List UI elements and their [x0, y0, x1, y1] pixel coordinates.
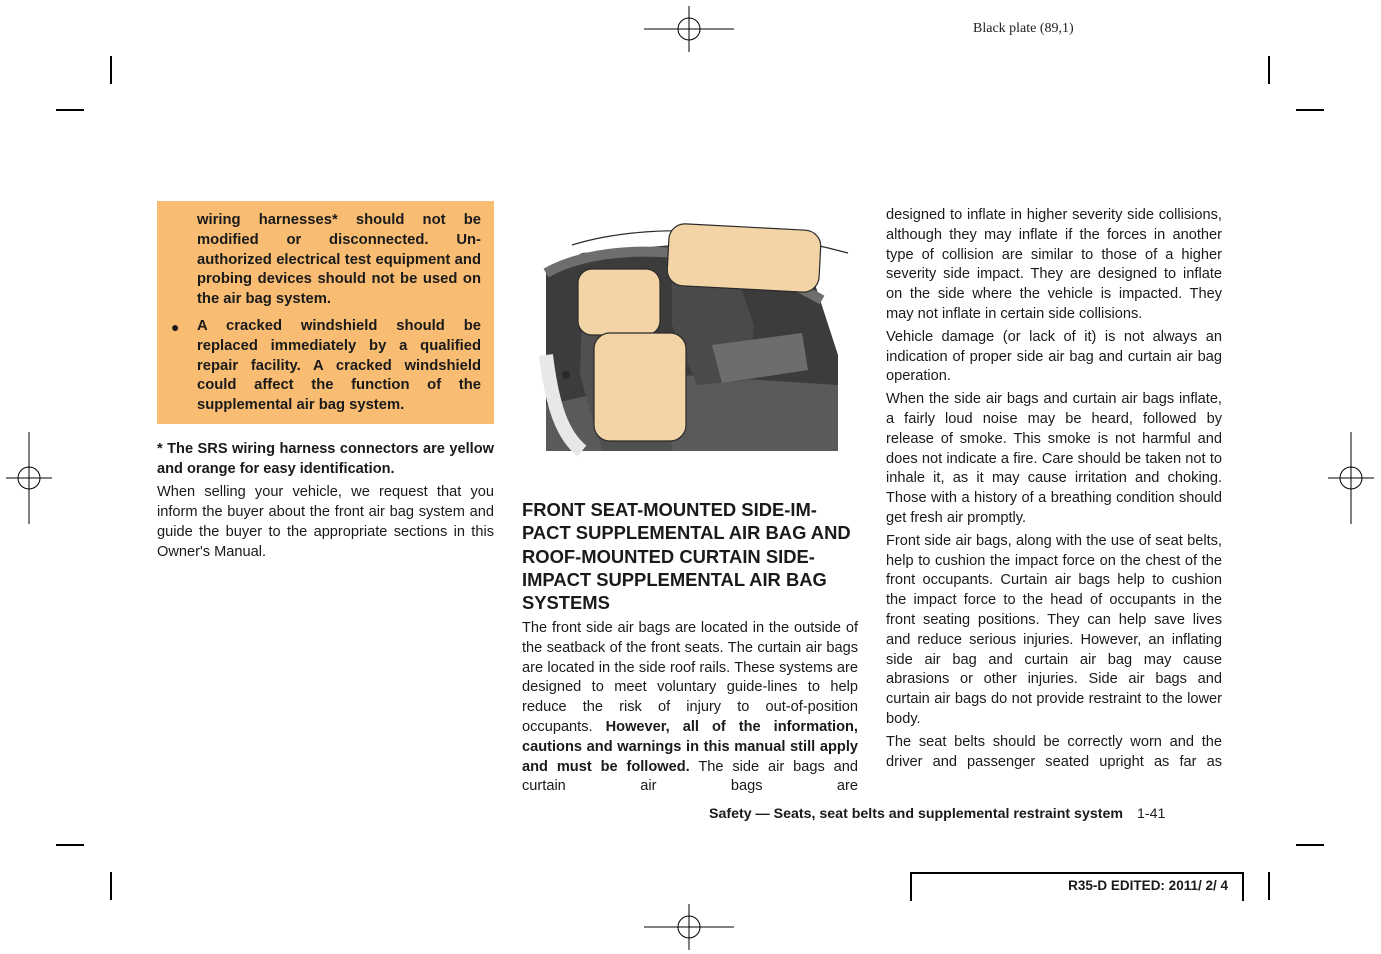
crop-mark	[110, 56, 112, 84]
col2-text-bold: However, all of the information, cautions and warnings in this manual still apply and must be followed.	[522, 718, 858, 775]
crop-mark	[1268, 56, 1270, 84]
srs-connector-note: * The SRS wiring harness connectors are yellow and orange for easy identification.	[157, 441, 494, 477]
edited-stamp: R35-D EDITED: 2011/ 2/ 4	[1068, 878, 1228, 893]
page-number: 1-41	[1136, 806, 1166, 822]
column-2-paragraph	[522, 619, 858, 797]
crop-mark	[1268, 872, 1270, 900]
warning-item-wiring: wiring harnesses* should not be modified or disconnected. Un-authorized electrical test equipment and probing devices should not be used on the air bag system.	[197, 212, 481, 308]
col3-paragraph-4: Front side air bags, along with the use of seat belts, help to cushion the impact force on the chest of the front occupants. Curtain air bags help to cushion the impact force to the head of occupants in the front seating positions. They can help save lives and reduce serious injuries. However, an inflating side air bag and curtain air bag may cause abrasions or other injuries. Side air bags and curtain air bags do not provide restraint to the lower body.	[886, 532, 1222, 727]
plate-label: Black plate (89,1)	[973, 21, 1074, 36]
side-airbag-illustration	[522, 205, 858, 475]
col2-text-tail: The side air bags and curtain air bags are	[522, 758, 858, 795]
footer-section-title: Safety — Seats, seat belts and supplemental restraint system	[709, 806, 1123, 822]
registration-mark-right	[1328, 432, 1374, 524]
warning-box	[157, 201, 494, 424]
crop-mark	[110, 872, 112, 900]
crop-mark	[56, 109, 84, 111]
section-heading: FRONT SEAT-MOUNTED SIDE-IM-PACT SUPPLEMENTAL AIR BAG AND ROOF-MOUNTED CURTAIN SIDE-IMPACT SUPPLEMENTAL AIR BAG SYSTEMS	[522, 499, 851, 614]
crop-mark	[56, 844, 84, 846]
col3-paragraph-2: Vehicle damage (or lack of it) is not always an indication of proper side air bag and curtain air bag operation.	[886, 328, 1222, 385]
crop-mark	[1296, 844, 1324, 846]
page-footer	[709, 806, 1165, 822]
crop-mark	[1296, 109, 1324, 111]
registration-mark-top	[644, 6, 734, 52]
col3-paragraph-1: designed to inflate in higher severity side collisions, although they may inflate if the forces in another type of collision are similar to those of a higher severity side impact. They are designed to inflate on the side where the vehicle is impacted. They may not inflate in certain side collisions.	[886, 207, 1222, 322]
col3-paragraph-5: The seat belts should be correctly worn and the driver and passenger seated upright as far as	[886, 733, 1222, 770]
registration-mark-left	[6, 432, 52, 524]
column-3-text	[886, 206, 1222, 775]
col3-paragraph-3: When the side air bags and curtain air bags inflate, a fairly loud noise may be heard, followed by release of smoke. This smoke is not harmful and does not indicate a fire. Care should be taken not to inhale it, as it may cause irritation and choking. Those with a history of a breathing condition should get fresh air promptly.	[886, 391, 1222, 526]
bullet-icon: ●	[171, 319, 180, 335]
column-1-text	[157, 440, 494, 562]
col2-text-normal: The front side air bags are located in the outside of the seatback of the front seats. The curtain air bags are located in the side roof rails. These systems are designed to meet voluntary guide-lines to help reduce the risk of injury to out-of-position occupants.	[522, 620, 858, 735]
selling-vehicle-paragraph: When selling your vehicle, we request that you inform the buyer about the front air bag system and guide the buyer to the appropriate sections in this Owner's Manual.	[157, 483, 494, 560]
registration-mark-bottom	[644, 904, 734, 950]
edited-box	[910, 872, 1244, 901]
warning-item-windshield: A cracked windshield should be replaced immediately by a qualified repair facility. A cracked windshield could affect the function of the supplemental air bag system.	[197, 318, 481, 414]
